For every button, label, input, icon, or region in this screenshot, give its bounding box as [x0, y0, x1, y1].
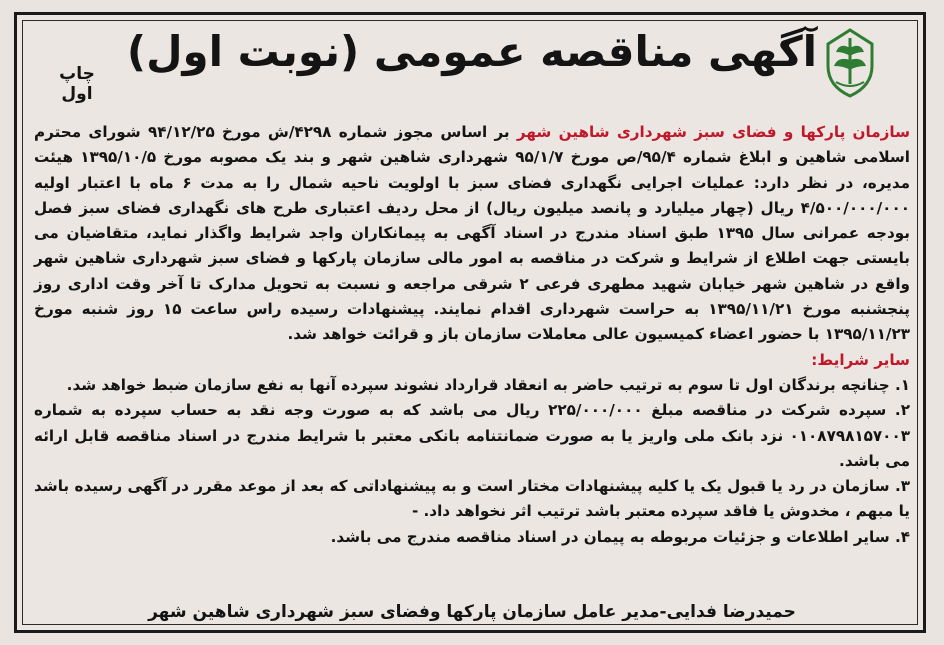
other-conditions-heading: سایر شرایط: — [811, 350, 910, 369]
condition-item: ۴. سایر اطلاعات و جزئیات مربوطه به پیمان در اسناد مناقصه مندرج می باشد. — [330, 527, 910, 546]
parks-organization-logo-icon — [820, 26, 880, 100]
condition-item: ۳. سازمان در رد یا قبول یک یا کلیه پیشنهادات مختار است و به پیشنهاداتی که بعد از موعد مقرر در آگهی رسیده باشد یا مبهم ، مخدوش یا فاقد سپرده معتبر باشد ترتیب اثر نخواهد داد. - — [34, 477, 910, 521]
condition-item: ۲. سپرده شرکت در مناقصه مبلغ ۲۲۵/۰۰۰/۰۰۰ ریال می باشد که به صورت وجه نقد به حساب سپرده به شماره ۰۱۰۸۷۹۸۱۵۷۰۰۳ نزد بانک ملی واریز یا به صورت ضمانتنامه بانکی معتبر با شرایط مندرج در اسناد مناقصه قابل ارائه می باشد. — [34, 401, 910, 470]
notice-title: آگهی مناقصه عمومی (نوبت اول) — [126, 27, 818, 76]
condition-item: ۱. چنانچه برندگان اول تا سوم به ترتیب حاضر به انعقاد قرارداد نشوند سپرده آنها به نفع سازمان ضبط خواهد شد. — [66, 375, 910, 394]
signature-line: حمیدرضا فدایی-مدیر عامل سازمان پارکها وفضای سبز شهرداری شاهین شهر — [148, 602, 796, 622]
notice-body — [34, 120, 910, 550]
organization-name: سازمان پارکها و فضای سبز شهرداری شاهین شهر — [516, 123, 910, 141]
edition-label: چاپ اول — [59, 64, 95, 104]
notice-intro-text: بر اساس مجوز شماره ۴۲۹۸/ش مورخ ۹۴/۱۲/۲۵ شورای محترم اسلامی شاهین و ابلاغ شماره ۹۵/۴/ص مورخ ۹۵/۱/۷ شهرداری شاهین شهر و بند یک مصوبه مورخ ۱۳۹۵/۱۰/۵ هیئت مدیره، در نظر دارد: عملیات اجرایی نگهداری فضای سبز با اولویت ناحیه شمال را به مدت ۶ ماه با اعتبار اولیه ۴/۵۰۰/۰۰۰/۰۰۰ ریال (چهار میلیارد و پانصد میلیون ریال) از محل ردیف اعتباری طرح های نگهداری فضای سبز فصل بودجه عمرانی سال ۱۳۹۵ طبق اسناد مندرج در اسناد آگهی به پیمانکاران واجد شرایط واگذار نماید، متقاضیان می بایستی جهت اطلاع از شرایط و شرکت در مناقصه به امور مالی سازمان پارکها و فضای سبز شهرداری شاهین شهر واقع در شاهین شهر خیابان شهید مطهری فرعی ۲ شرقی مراجعه و نسبت به تحویل مدارک تا آخر وقت اداری روز پنجشنبه مورخ ۱۳۹۵/۱۱/۲۱ به حراست شهرداری اقدام نمایند. پیشنهادات رسیده راس ساعت ۱۵ روز شنبه مورخ ۱۳۹۵/۱۱/۲۳ با حضور اعضاء کمیسیون عالی معاملات سازمان باز و قرائت خواهد شد. — [34, 123, 911, 344]
